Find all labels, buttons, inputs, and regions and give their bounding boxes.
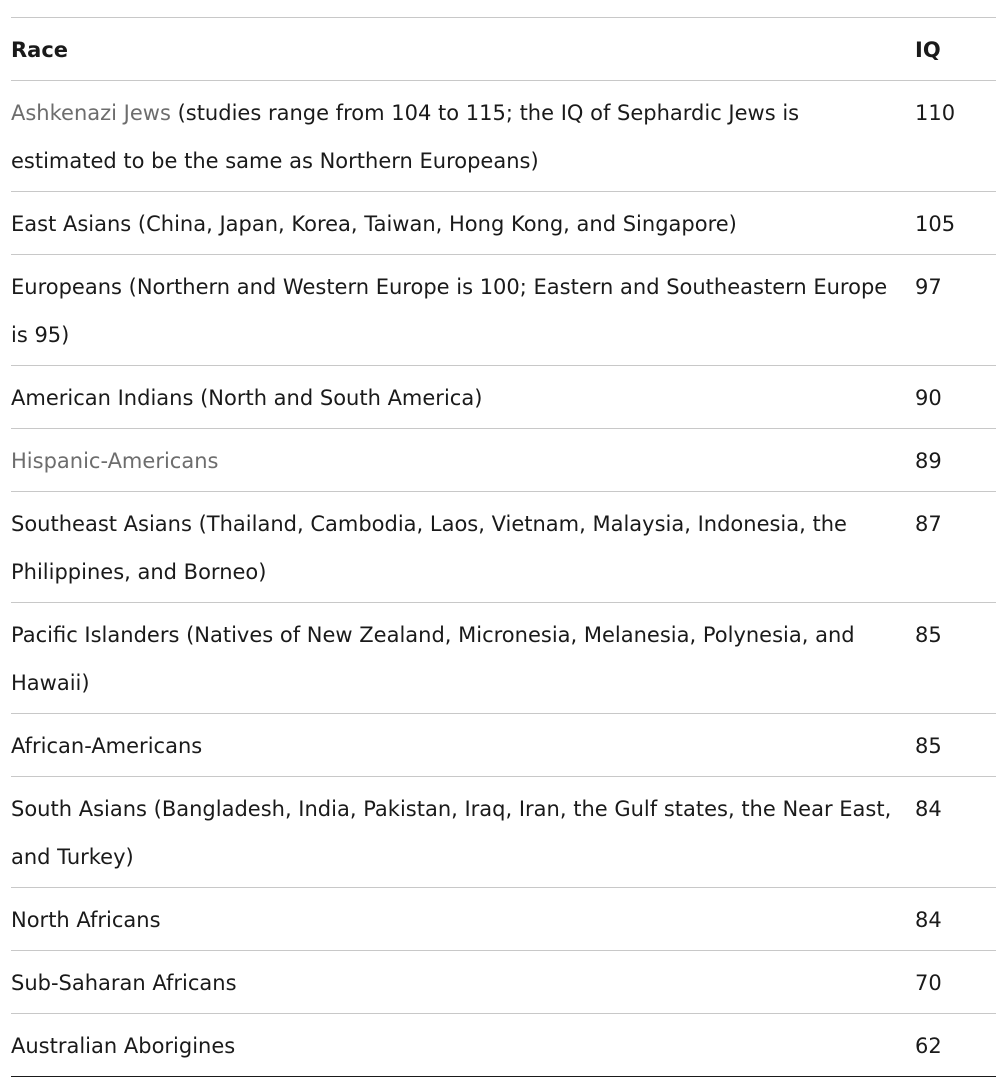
race-cell — [11, 429, 915, 492]
race-cell — [11, 603, 915, 714]
iq-cell: 62 — [915, 1034, 942, 1058]
table-row — [11, 777, 996, 888]
iq-cell: 90 — [915, 366, 996, 429]
header-iq: IQ — [915, 18, 996, 81]
hispanic-americans-link[interactable]: Hispanic-Americans — [11, 449, 219, 473]
race-text: South Asians (Bangladesh, India, Pakistan, Iraq, Iran, the Gulf states, the Near East, and Turkey) — [11, 797, 892, 869]
iq-cell: 89 — [915, 429, 996, 492]
race-cell — [11, 714, 915, 777]
table-row — [11, 1014, 996, 1077]
table-row — [11, 255, 996, 366]
race-iq-table — [11, 17, 996, 1077]
iq-cell: 110 — [915, 81, 996, 192]
table-header-row — [11, 18, 996, 81]
ashkenazi-jews-link[interactable]: Ashkenazi Jews — [11, 101, 171, 125]
race-cell — [11, 1014, 915, 1077]
race-text: Sub-Saharan Africans — [11, 971, 237, 995]
header-race: Race — [11, 18, 915, 81]
race-cell — [11, 255, 915, 366]
iq-cell: 84 — [915, 777, 996, 888]
race-cell — [11, 888, 915, 951]
table-row — [11, 888, 996, 951]
table-row — [11, 603, 996, 714]
iq-cell: 105 — [915, 192, 996, 255]
race-text: African-Americans — [11, 734, 203, 758]
iq-cell: 85 — [915, 714, 996, 777]
race-text: East Asians (China, Japan, Korea, Taiwan, Hong Kong, and Singapore) — [11, 212, 737, 236]
race-text: (studies range from 104 to 115; the IQ of Sephardic Jews is estimated to be the same as Northern Europeans) — [11, 101, 800, 173]
iq-cell: 70 — [915, 951, 996, 1014]
race-text: Southeast Asians (Thailand, Cambodia, Laos, Vietnam, Malaysia, Indonesia, the Philippines, and Borneo) — [11, 512, 847, 584]
table-row — [11, 429, 996, 492]
table-row — [11, 951, 996, 1014]
table-row — [11, 492, 996, 603]
table-row — [11, 714, 996, 777]
race-cell — [11, 81, 915, 192]
race-text: Europeans (Northern and Western Europe is 100; Eastern and Southeastern Europe is 95) — [11, 275, 888, 347]
race-cell — [11, 951, 915, 1014]
table-row — [11, 366, 996, 429]
table-row — [11, 192, 996, 255]
race-cell — [11, 492, 915, 603]
race-text: North Africans — [11, 908, 161, 932]
table-row — [11, 81, 996, 192]
race-cell — [11, 777, 915, 888]
race-cell — [11, 366, 915, 429]
race-text: American Indians (North and South America) — [11, 386, 483, 410]
iq-cell: 97 — [915, 255, 996, 366]
iq-cell: 84 — [915, 888, 996, 951]
race-cell — [11, 192, 915, 255]
race-text: Australian Aborigines — [11, 1034, 236, 1058]
data-table-container — [11, 17, 996, 1077]
iq-cell: 85 — [915, 603, 996, 714]
iq-cell: 87 — [915, 492, 996, 603]
race-text: Pacific Islanders (Natives of New Zealand, Micronesia, Melanesia, Polynesia, and Hawaii) — [11, 623, 855, 695]
